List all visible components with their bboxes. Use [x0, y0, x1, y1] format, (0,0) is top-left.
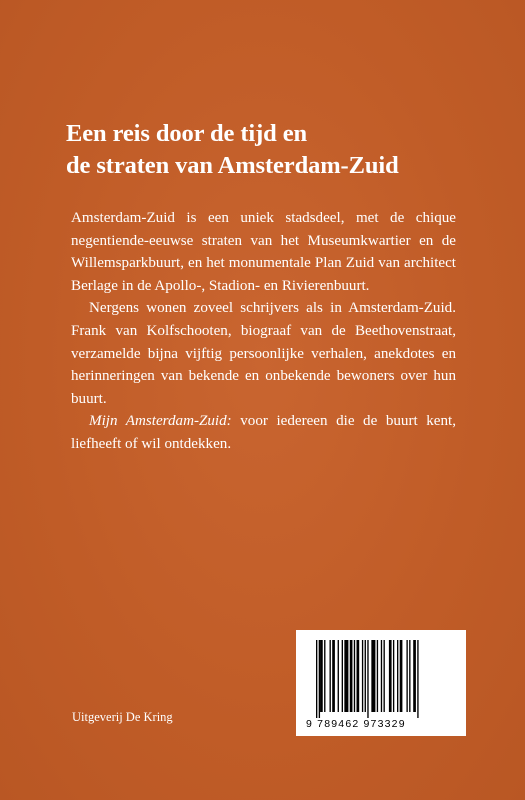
barcode-bar	[400, 640, 403, 712]
barcode-bar	[344, 640, 348, 712]
back-cover-title	[66, 118, 466, 182]
barcode-bar	[338, 640, 339, 712]
barcode-bar	[367, 640, 368, 718]
barcode-bar	[389, 640, 392, 712]
barcode-bar	[365, 640, 366, 712]
barcode-bar	[371, 640, 375, 712]
barcode-bar	[381, 640, 382, 712]
barcode-bar	[350, 640, 353, 712]
barcode-bar	[330, 640, 331, 712]
blurb-paragraph-3	[71, 410, 456, 455]
barcode-icon	[316, 640, 446, 718]
barcode-bar	[393, 640, 394, 712]
barcode-bar	[397, 640, 398, 712]
blurb-paragraph-2: Nergens wonen zoveel schrijvers als in Amsterdam-Zuid. Frank van Kolfschooten, biograaf van de Beethovenstraat, verzamelde bijna vijftig persoonlijke verhalen, anekdotes en herinneringen van bekende en onbekende bewoners over hun buurt.	[71, 300, 456, 407]
title-line-2: de straten van Amsterdam-Zuid	[66, 152, 399, 179]
barcode-bar	[362, 640, 363, 712]
isbn-digits: 9 789462 973329	[306, 718, 406, 730]
barcode-bar	[354, 640, 355, 712]
barcode-bar	[417, 640, 418, 718]
barcode-bar	[342, 640, 343, 712]
blurb-paragraph-3-text: voor iedereen die de buurt kent, liefheeft of wil ontdekken.	[71, 413, 456, 452]
barcode-bar	[324, 640, 325, 712]
blurb-paragraph-1: Amsterdam-Zuid is een uniek stadsdeel, met de chique negentiende-eeuwse straten van het Museumkwartier en de Willemsparkbuurt, en het monumentale Plan Zuid van architect Berlage in de Apollo-, Stadion- en Rivierenbuurt.	[71, 210, 456, 294]
barcode-bar	[406, 640, 407, 712]
barcode-bar	[409, 640, 410, 712]
barcode-bar	[319, 640, 320, 718]
blurb	[71, 207, 456, 456]
barcode-bar	[377, 640, 378, 712]
barcode-bar	[320, 640, 323, 712]
barcode-bar	[413, 640, 416, 712]
book-title-italic: Mijn Amsterdam-Zuid:	[89, 413, 232, 430]
barcode-bar	[332, 640, 335, 712]
barcode-bar	[384, 640, 385, 712]
barcode-bar	[316, 640, 317, 718]
publisher-name: Uitgeverij De Kring	[72, 710, 173, 724]
barcode-bar	[357, 640, 360, 712]
isbn-barcode	[296, 630, 466, 736]
title-line-1: Een reis door de tijd en	[66, 120, 308, 147]
